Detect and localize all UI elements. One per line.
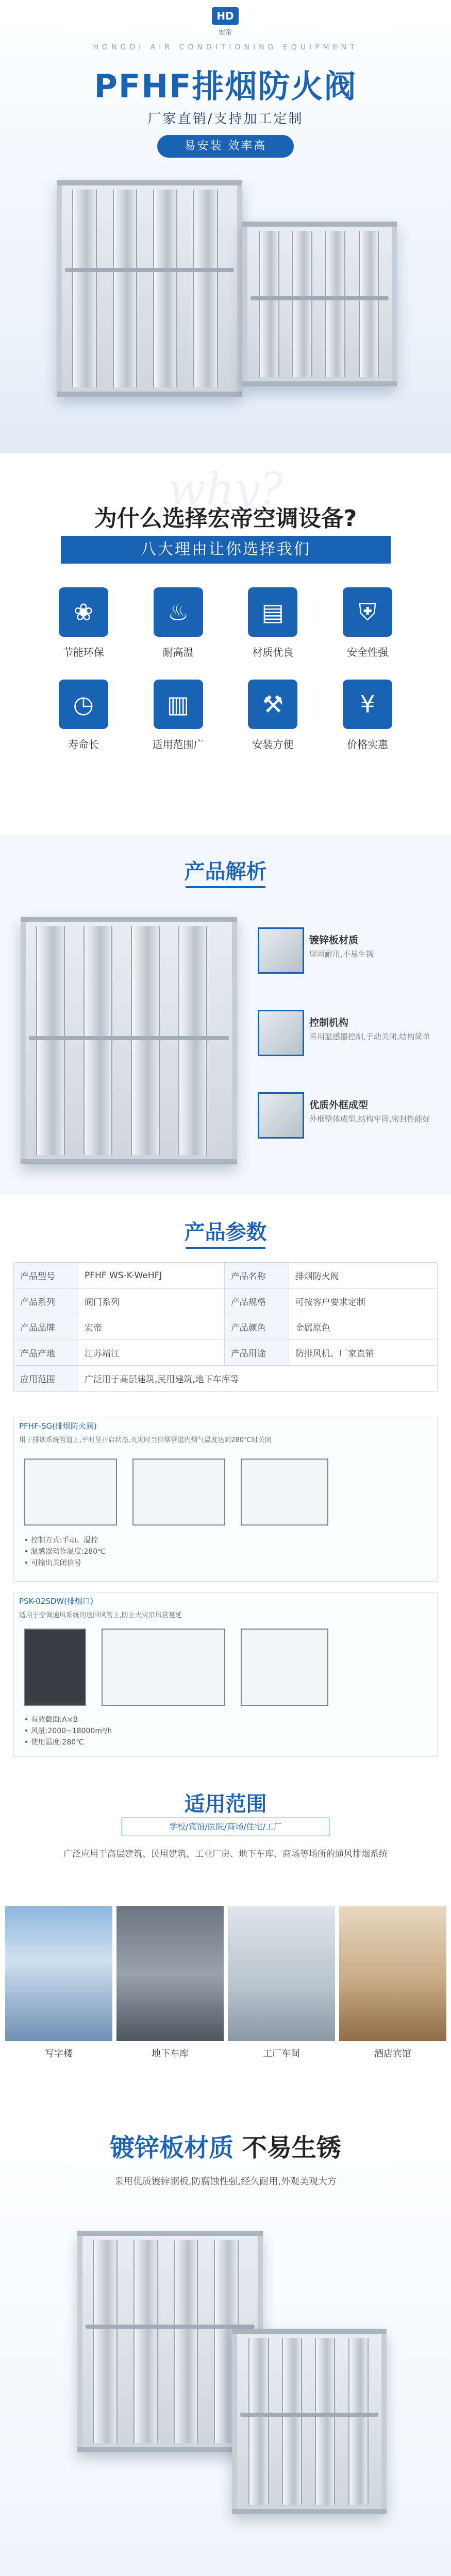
- callout-desc: 外框整体成型,结构牢固,密封性能好: [309, 1114, 430, 1124]
- scene-caption: 写字楼: [45, 2048, 73, 2059]
- feature-item: [320, 587, 415, 659]
- params-title: 产品参数: [184, 1221, 267, 1244]
- spec-sheet-subtitle: 用于排烟系统管道上,平时呈开启状态,火灾时当排烟管道内烟气温度达到280℃时关闭: [19, 1436, 272, 1444]
- clock-icon: ◷: [59, 680, 108, 729]
- feature-item: [226, 680, 321, 751]
- schematic-detail-view: [241, 1459, 328, 1526]
- applications-section: [0, 1777, 451, 2107]
- spec-sheet-title: PFHF-SG(排烟防火阀): [19, 1421, 97, 1431]
- heading-part: 镀锌板材质: [110, 2133, 234, 2162]
- scene-caption: 酒店宾馆: [374, 2048, 411, 2059]
- spec-sheet-subtitle: 适用于空调通风系统的送回风管上,防止火灾沿风管蔓延: [19, 1612, 182, 1619]
- callout-material: [309, 933, 438, 960]
- spec-notes: [24, 1714, 112, 1748]
- table-cell: 防排风机、厂家直销: [289, 1340, 437, 1366]
- title-underline: [186, 1247, 265, 1249]
- table-cell: 应用范围: [14, 1366, 78, 1392]
- table-cell: PFHF WS-K-WeHFJ: [78, 1263, 225, 1289]
- scene-factory: [228, 1906, 335, 2059]
- table-cell: 产品用途: [224, 1340, 289, 1366]
- spec-sheet-title: PSK-02SDW(排烟口): [19, 1597, 93, 1606]
- feature-label: 价格实惠: [347, 738, 389, 751]
- spec-sheet-psk: [13, 1592, 438, 1757]
- table-row: [14, 1289, 438, 1314]
- why-choose-section: [0, 453, 451, 835]
- table-cell: 产品颜色: [224, 1314, 289, 1340]
- galvanized-desc: 采用优质镀锌钢板,防腐蚀性强,经久耐用,外观美观大方: [114, 2176, 337, 2187]
- analysis-title: 产品解析: [184, 860, 267, 884]
- table-cell: 产品系列: [14, 1289, 78, 1314]
- hero-damper-image-large: [57, 180, 242, 397]
- table-cell: 宏帝: [78, 1314, 225, 1340]
- callout-title: 优质外框成型: [309, 1099, 369, 1111]
- table-row: [14, 1366, 438, 1392]
- product-title: PFHF排烟防火阀: [94, 67, 357, 105]
- table-cell: 产品品牌: [14, 1314, 78, 1340]
- hero-damper-image-small: [242, 222, 397, 386]
- heading-part: 不易生锈: [233, 2133, 341, 2162]
- table-cell: 产品规格: [224, 1289, 289, 1314]
- feature-label: 安装方便: [252, 738, 294, 751]
- table-cell: 排烟防火阀: [289, 1263, 437, 1289]
- feature-label: 适用范围广: [152, 738, 204, 751]
- detail-inset-material: [258, 927, 304, 974]
- hero-banner: [0, 0, 451, 453]
- galvanized-section: [0, 2107, 451, 2576]
- wrench-icon: ⚒: [248, 680, 297, 729]
- hero-pill-badge: 易安装 效率高: [157, 135, 294, 158]
- apps-chip: 学校/宾馆/医院/商场/住宅/工厂: [122, 1818, 329, 1836]
- title-underline: [186, 886, 265, 888]
- feature-item: [36, 680, 131, 751]
- product-analysis-section: [0, 835, 451, 1195]
- table-row: [14, 1263, 438, 1289]
- spec-note: • 温感器动作温度:280℃: [24, 1548, 106, 1556]
- table-cell: 金属原色: [289, 1314, 437, 1340]
- feature-item: [131, 587, 226, 659]
- table-cell: 广泛用于高层建筑,民用建筑,地下车库等: [78, 1366, 438, 1392]
- schematic-grid-view: [102, 1629, 225, 1706]
- feature-grid: [36, 587, 415, 751]
- detail-inset-control: [258, 1010, 304, 1056]
- feature-item: [36, 587, 131, 659]
- spec-sheet-pfhf: [13, 1417, 438, 1582]
- feature-item: [226, 587, 321, 659]
- scene-office-building: [5, 1906, 112, 2059]
- hero-slogan: 厂家直销/支持加工定制: [147, 111, 304, 127]
- feature-label: 节能环保: [62, 646, 104, 658]
- galvanized-heading: [0, 2128, 451, 2163]
- scene-parking-garage: [116, 1906, 224, 2059]
- building-icon: ▥: [154, 680, 203, 729]
- leaf-icon: ❀: [59, 587, 108, 637]
- callout-control: [309, 1015, 438, 1042]
- feature-item: [320, 680, 415, 751]
- schematic-front-view: [24, 1459, 117, 1526]
- detail-inset-frame: [258, 1092, 304, 1139]
- schematic-side-view: [132, 1459, 225, 1526]
- callout-desc: 坚固耐用,不易生锈: [309, 950, 374, 959]
- callout-title: 控制机构: [309, 1017, 349, 1028]
- params-table: [13, 1262, 438, 1392]
- why-question: 为什么选择宏帝空调设备?: [94, 505, 357, 532]
- brand-logo: [205, 7, 246, 37]
- apps-title: 适用范围: [184, 1792, 267, 1816]
- layers-icon: ▤: [248, 587, 297, 637]
- product-photo-dark: [24, 1629, 86, 1706]
- callout-frame: [309, 1097, 438, 1125]
- analysis-damper-image: [21, 917, 237, 1164]
- shield-icon: ⛨: [343, 587, 392, 637]
- logo-mark: HD: [212, 7, 239, 25]
- callout-desc: 采用温感器控制,手动关闭,结构简单: [309, 1032, 430, 1041]
- feature-label: 寿命长: [68, 738, 99, 751]
- spec-note: • 可输出关闭信号: [24, 1559, 81, 1567]
- feature-label: 耐高温: [162, 646, 194, 658]
- schematic-section-view: [241, 1629, 328, 1706]
- galvanized-damper-small: [232, 2329, 387, 2514]
- table-row: [14, 1340, 438, 1366]
- table-cell: 阀门系列: [78, 1289, 225, 1314]
- table-cell: 可按客户要求定制: [289, 1289, 437, 1314]
- spec-note: • 使用温度:280℃: [24, 1738, 84, 1747]
- scene-caption: 工厂车间: [263, 2048, 300, 2059]
- apps-intro: 广泛应用于高层建筑、民用建筑、工业厂房、地下车库、商场等场所的通风排烟系统: [63, 1849, 388, 1859]
- spec-notes: [24, 1535, 106, 1569]
- scene-caption: 地下车库: [152, 2048, 189, 2059]
- spec-note: • 控制方式:手动、温控: [24, 1536, 98, 1545]
- scene-hotel-room: [339, 1906, 446, 2059]
- spec-note: • 有效截面:A×B: [24, 1716, 78, 1724]
- yuan-icon: ¥: [343, 680, 392, 729]
- product-params-section: [0, 1195, 451, 1777]
- table-cell: 产品型号: [14, 1263, 78, 1289]
- feature-label: 安全性强: [347, 646, 389, 658]
- table-cell: 江苏靖江: [78, 1340, 225, 1366]
- feature-item: [131, 680, 226, 751]
- why-ghost-text: why?: [168, 464, 283, 515]
- table-row: [14, 1314, 438, 1340]
- logo-text: 宏帝: [218, 29, 232, 37]
- spec-note: • 风量:2000~18000m³/h: [24, 1727, 112, 1735]
- table-cell: 产品名称: [224, 1263, 289, 1289]
- why-reason-bar: 八大理由让你选择我们: [61, 536, 391, 564]
- table-cell: 产品产地: [14, 1340, 78, 1366]
- feature-label: 材质优良: [252, 646, 294, 658]
- callout-title: 镀锌板材质: [309, 935, 359, 946]
- flame-icon: ♨: [154, 587, 203, 637]
- brand-english-name: HONGDI AIR CONDITIONING EQUIPMENT: [93, 43, 358, 52]
